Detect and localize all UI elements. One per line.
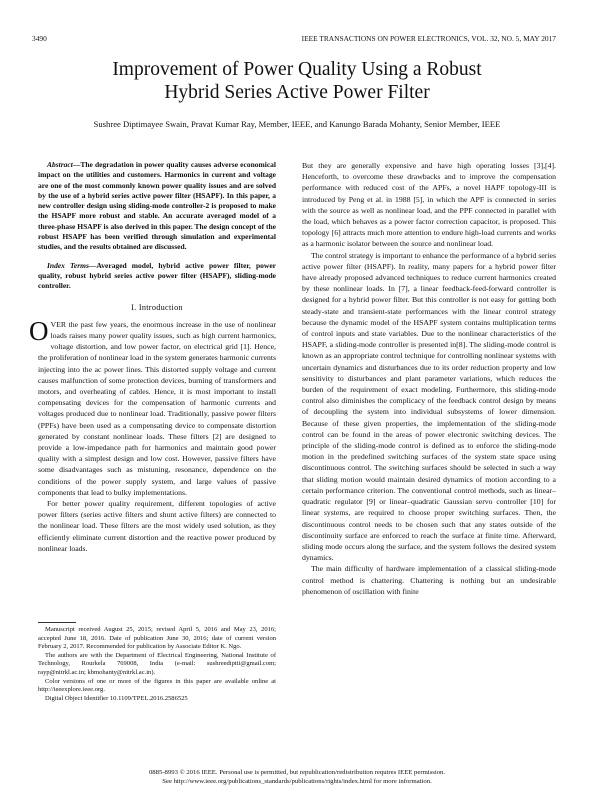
footnotes (38, 626, 276, 703)
title-line-1: Improvement of Power Quality Using a Robust (112, 59, 482, 80)
body-paragraph-2: The control strategy is important to enhance the performance of a hybrid series active power filter (HSAPF). In reality, many papers for a hybrid power filter have already proposed advanced techniques to reduce current harmonics created by these nonlinear loads. In [7], a linear feedback-feed-forward controller is designed for a hybrid power filter. But this controller is not easy for getting both steady-state and transient-state performances with the linear control strategy because the dynamic model of the HSAPF system contains multiplication terms of control inputs and state variables. Due to the nonlinear characteristics of the HSAPF, a sliding-mode controller is presented in[8]. The sliding-mode control is known as an appropriate control technique for controlling nonlinear systems with uncertain dynamics and disturbances due to its order reduction property and low sensitivity to disturbances and plant parameter variations, which reduces the burden of the requirement of exact modeling. Furthermore, this sliding-mode control also diminishes the complicacy of the feedback control design by means of decoupling the system into individual subsystems of lower dimension. Because of these given properties, the implementation of the sliding-mode control can be found in the areas of power electronic switching devices. The principle of the sliding-mode control is defined as to enforce the sliding-mode motion in the predefined switching surfaces of the system state space using discontinuous control. The switching surfaces should be selected in such a way that sliding motion would maintain desired dynamics of motion according to a certain performance criterion. The conventional control methods, such as linear–quadratic regulator [9] or linear–quadratic Gaussian servo controller [10] for linear systems, are required to choose proper switching surfaces. Then, the discontinuous control needs to be chosen such that any states outside of the discontinuity surface are enforced to reach the surface at finite time. Afterward, sliding mode occurs along the surface, and the system follows the desired system dynamics. (302, 250, 556, 563)
page-number: 3490 (32, 34, 47, 43)
right-column (302, 160, 556, 597)
abstract-text: The degradation in power quality causes adverse economical impact on the utilities and customers. Harmonics in current and voltage are one of the most commonly known power quality issues and are solved by the use of a hybrid series active power filter (HSAPF). In this paper, a new controller design using sliding-mode controller-2 is proposed to make the HSAPF more robust and stable. An accurate averaged model of a three-phase HSAPF is also derived in this paper. The design concept of the robust HSAPF has been verified through simulation and experimental studies, and the results obtained are discussed. (38, 160, 276, 252)
intro-paragraph-2: For better power quality requirement, different topologies of active power filters (series active filters and shunt active filters) are connected to the nonlinear load. These filters are the most widely used solution, as they efficiently eliminate current distortion and the reactive power produced by nonlinear loads. (38, 499, 276, 553)
footnote-affiliation: The authors are with the Department of Electrical Engineering, National Institute of Technology, Rourkela 769008, India (e-mail: sushreediptii@gmail.com; rayp@nitrkl.ac.in; kbmohanty@nitrkl.ac.in). (38, 651, 276, 676)
author-list: Sushree Diptimayee Swain, Pravat Kumar Ray, Member, IEEE, and Kanungo Barada Mohanty, Senior Member, IEEE (93, 119, 501, 129)
abstract-label: Abstract— (47, 160, 81, 169)
body-paragraph-1: But they are generally expensive and have high operating losses [3],[4]. Henceforth, to overcome these drawbacks and to improve the compensation performance with reduced cost of the APFs, a novel HAPF topology-III is introduced by Peng et al. in 1988 [5], in which the APF is connected in series with the source as well as nonlinear load, and the PPF connected in parallel with the load, which behaves as a power factor correction capacitor, is proposed. This topology [6] attracts much more attention to endure high-load currents and works as a harmonic isolator between the source and nonlinear load. (302, 161, 556, 249)
drop-cap: O (29, 315, 49, 346)
index-terms-text: Averaged model, hybrid active power filter, power quality, robust hybrid series active power filter (HSAPF), sliding-mode controller. (38, 260, 276, 291)
intro-text-1: the past few years, the enormous increase in the use of nonlinear loads raises many power quality issues, such as high current harmonics, voltage distortion, and low power factor, on electrical grid [1]. Hence, the proliferation of nonlinear load in the system generates harmonic currents injecting into the ac power lines. This distorted supply voltage and current causes malfunction of some protection devices, burning of transformers and motors, and overheating of cables. Hence, it is most important to install compensating devices for the compensation of harmonic currents and voltages produced due to nonlinear load. Traditionally, passive power filters (PPFs) have been used as a compensating device to compensate distortion generated by constant nonlinear loads. These filters [2] are designed to provide a low-impedance path for harmonics and maintain good power quality with a simplest design and low cost. However, passive filters have some disadvantages such as mistuning, resonance, dependence on the conditions of the power supply system, and large values of passive components that lead to bulky implementations. (38, 319, 276, 497)
copyright-line-2: See http://www.ieee.org/publications_standards/publications/rights/index.html for more information. (162, 778, 432, 785)
footnote-rule (38, 622, 76, 623)
title-line-2: Hybrid Series Active Power Filter (164, 82, 430, 103)
footnote-doi: Digital Object Identifier 10.1109/TPEL.2016.2586525 (45, 694, 188, 702)
paper-title (0, 58, 594, 104)
left-column (29, 160, 276, 554)
footnote-manuscript: Manuscript received August 25, 2015; revised April 5, 2016 and May 23, 2016; accepted June 18, 2016. Date of publication June 30, 2016; date of current version February 2, 2017. Recommended for publication by Associate Editor K. Ngo. (38, 626, 276, 651)
section-heading: I. Introduction (131, 302, 183, 312)
abstract (38, 160, 276, 253)
index-terms-label: Index Terms— (47, 260, 97, 270)
intro-lead-caps: VER (50, 319, 66, 329)
body-paragraph-3: The main difficulty of hardware implementation of a classical sliding-mode control method is chattering. Chattering is nothing but an undesirable phenomenon of oscillation with finite (302, 564, 556, 596)
copyright-line-1: 0885-8993 © 2016 IEEE. Personal use is permitted, but republication/redistribution requires IEEE permission. (148, 769, 446, 776)
index-terms (38, 261, 276, 292)
footnote-color: Color versions of one or more of the figures in this paper are available online at http://ieeexplore.ieee.org. (38, 677, 276, 694)
copyright-notice (0, 768, 594, 786)
intro-paragraph-1 (29, 315, 276, 498)
journal-name: IEEE TRANSACTIONS ON POWER ELECTRONICS, VOL. 32, NO. 5, MAY 2017 (301, 34, 556, 43)
